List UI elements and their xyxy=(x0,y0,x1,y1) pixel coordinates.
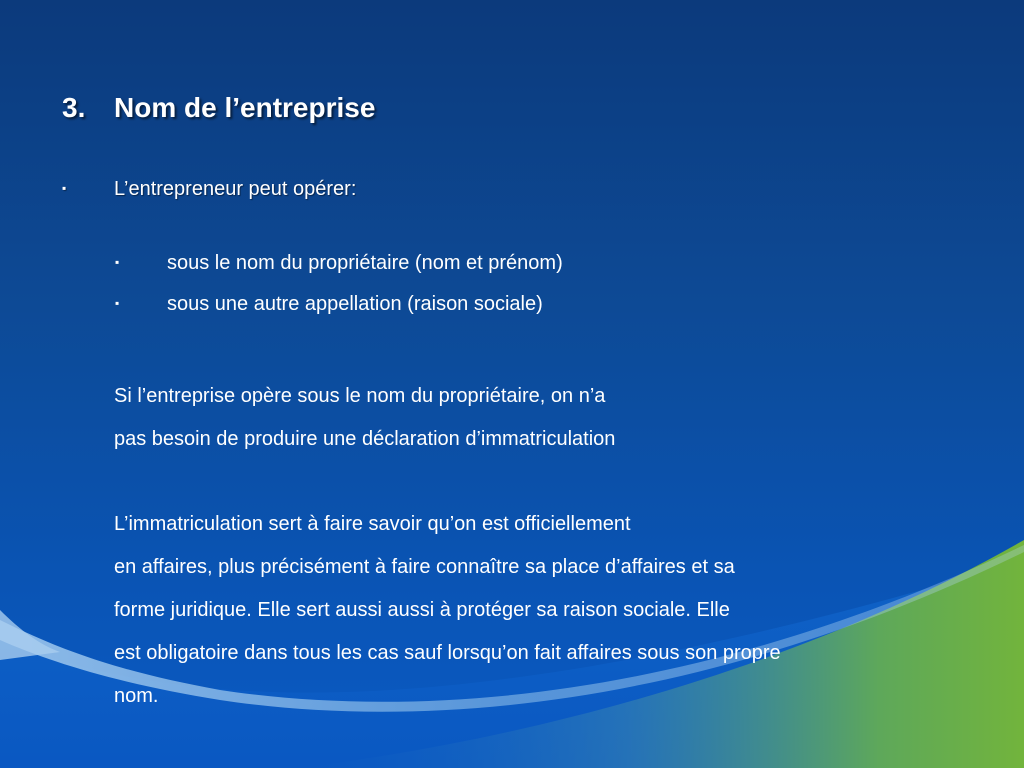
title-text: Nom de l’entreprise xyxy=(114,92,376,123)
sub-bullet-text: sous une autre appellation (raison sociale) xyxy=(167,293,543,315)
paragraph-line: en affaires, plus précisément à faire connaître sa place d’affaires et sa xyxy=(114,556,735,578)
paragraph-line: Si l’entreprise opère sous le nom du propriétaire, on n’a xyxy=(114,385,606,407)
list-item xyxy=(112,293,563,334)
square-bullet-icon: ▪ xyxy=(62,181,67,195)
slide-title xyxy=(62,92,375,124)
title-number: 3. xyxy=(62,92,86,123)
paragraph-line: nom. xyxy=(114,685,159,707)
sub-bullet-text: sous le nom du propriétaire (nom et prénom) xyxy=(167,252,563,274)
sub-bullet-list xyxy=(112,252,563,334)
paragraph-registration xyxy=(114,503,781,718)
square-bullet-icon: ▪ xyxy=(115,255,120,269)
paragraph-owner-name xyxy=(114,375,615,461)
paragraph-line: est obligatoire dans tous les cas sauf lorsqu’on fait affaires sous son propre xyxy=(114,642,781,664)
paragraph-line: pas besoin de produire une déclaration d’immatriculation xyxy=(114,428,616,450)
paragraph-line: L’immatriculation sert à faire savoir qu’on est officiellement xyxy=(114,513,631,535)
paragraph-line: forme juridique. Elle sert aussi aussi à protéger sa raison sociale. Elle xyxy=(114,599,730,621)
square-bullet-icon: ▪ xyxy=(115,296,120,310)
main-bullet xyxy=(62,178,356,201)
main-bullet-text: L’entrepreneur peut opérer: xyxy=(114,178,357,200)
list-item xyxy=(112,252,563,293)
